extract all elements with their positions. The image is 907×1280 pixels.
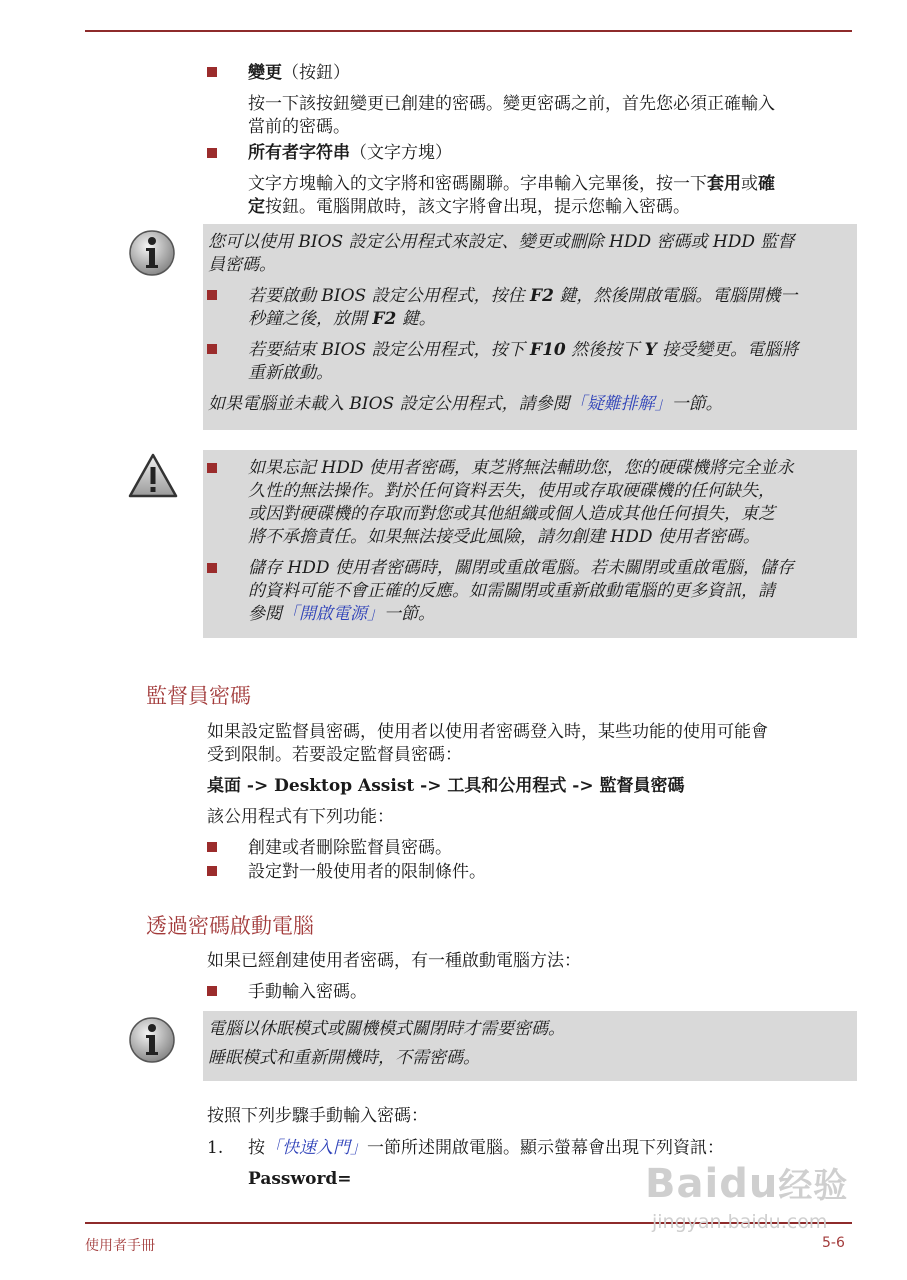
power-on-link[interactable]: 「開啟電源」 (282, 604, 384, 624)
note-text: 若要結束 BIOS 設定公用程式，按下 F10 然後按下 Y 接受變更。電腦將 (248, 340, 799, 360)
info-icon (127, 228, 177, 278)
item-desc: 定按鈕。電腦開啟時，該文字將會出現，提示您輸入密碼。 (248, 197, 690, 217)
item-desc: 當前的密碼。 (248, 117, 350, 137)
page-number: 5-6 (822, 1235, 845, 1251)
warning-text: 將不承擔責任。如果無法接受此風險，請勿創建 HDD 使用者密碼。 (248, 527, 760, 547)
menu-path: 桌面 -> Desktop Assist -> 工具和公用程式 -> 監督員密碼 (207, 776, 685, 796)
list-item: 手動輸入密碼。 (248, 982, 367, 1002)
item-desc: 按一下該按鈕變更已創建的密碼。變更密碼之前，首先您必須正確輸入 (248, 94, 775, 114)
bullet-icon (207, 67, 217, 77)
section-heading: 透過密碼啟動電腦 (146, 914, 314, 938)
bullet-icon (207, 463, 217, 473)
note-text: 電腦以休眠模式或關機模式關閉時才需要密碼。 (208, 1019, 565, 1039)
bullet-icon (207, 344, 217, 354)
bullet-icon (207, 986, 217, 996)
warning-text: 參閱「開啟電源」一節。 (248, 604, 435, 624)
warning-text: 儲存 HDD 使用者密碼時，關閉或重啟電腦。若未關閉或重啟電腦，儲存 (248, 558, 794, 578)
footer-title: 使用者手冊 (85, 1238, 155, 1254)
baidu-watermark-url: jingyan.baidu.com (652, 1211, 828, 1233)
note-text: 秒鐘之後，放開 F2 鍵。 (248, 309, 436, 329)
paragraph: 按照下列步驟手動輸入密碼： (207, 1106, 428, 1126)
quick-start-link[interactable]: 「快速入門」 (265, 1138, 367, 1158)
header-rule (85, 30, 852, 32)
item-title: 所有者字符串（文字方塊） (248, 143, 452, 163)
step-text: 按「快速入門」一節所述開啟電腦。顯示螢幕會出現下列資訊： (248, 1138, 724, 1158)
troubleshooting-link[interactable]: 「疑難排解」 (569, 394, 672, 414)
paragraph: 受到限制。若要設定監督員密碼： (207, 745, 462, 765)
warning-text: 的資料可能不會正確的反應。如需關閉或重新啟動電腦的更多資訊，請 (248, 581, 775, 601)
warning-text: 或因對硬碟機的存取而對您或其他組織或個人造成其他任何損失，東芝 (248, 504, 775, 524)
bullet-icon (207, 290, 217, 300)
bullet-icon (207, 148, 217, 158)
bullet-icon (207, 866, 217, 876)
list-item: 創建或者刪除監督員密碼。 (248, 838, 452, 858)
step-number: 1. (207, 1138, 224, 1158)
note-text: 若要啟動 BIOS 設定公用程式，按住 F2 鍵，然後開啟電腦。電腦開機一 (248, 286, 798, 306)
list-item: 設定對一般使用者的限制條件。 (248, 862, 486, 882)
note-text: 睡眠模式和重新開機時，不需密碼。 (208, 1048, 480, 1068)
baidu-watermark-logo: Baidu经验 (645, 1161, 849, 1207)
note-text: 員密碼。 (208, 255, 276, 275)
section-heading: 監督員密碼 (146, 684, 251, 708)
note-text: 您可以使用 BIOS 設定公用程式來設定、變更或刪除 HDD 密碼或 HDD 監督 (208, 232, 795, 252)
paragraph: 如果設定監督員密碼，使用者以使用者密碼登入時，某些功能的使用可能會 (207, 722, 768, 742)
paragraph: 該公用程式有下列功能： (207, 807, 394, 827)
note-text: 重新啟動。 (248, 363, 333, 383)
item-title: 變更（按鈕） (248, 63, 350, 83)
warning-text: 久性的無法操作。對於任何資料丟失，使用或存取硬碟機的任何缺失， (248, 481, 775, 501)
bullet-icon (207, 563, 217, 573)
warning-text: 如果忘記 HDD 使用者密碼，東芝將無法輔助您，您的硬碟機將完全並永 (248, 458, 794, 478)
item-desc: 文字方塊輸入的文字將和密碼關聯。字串輸入完畢後，按一下套用或確 (248, 174, 775, 194)
warning-icon (127, 452, 179, 500)
note-text: 如果電腦並未載入 BIOS 設定公用程式，請參閱「疑難排解」一節。 (208, 394, 723, 414)
paragraph: 如果已經創建使用者密碼，有一種啟動電腦方法： (207, 951, 581, 971)
info-icon (127, 1015, 177, 1065)
password-prompt: Password= (248, 1169, 352, 1189)
bullet-icon (207, 842, 217, 852)
